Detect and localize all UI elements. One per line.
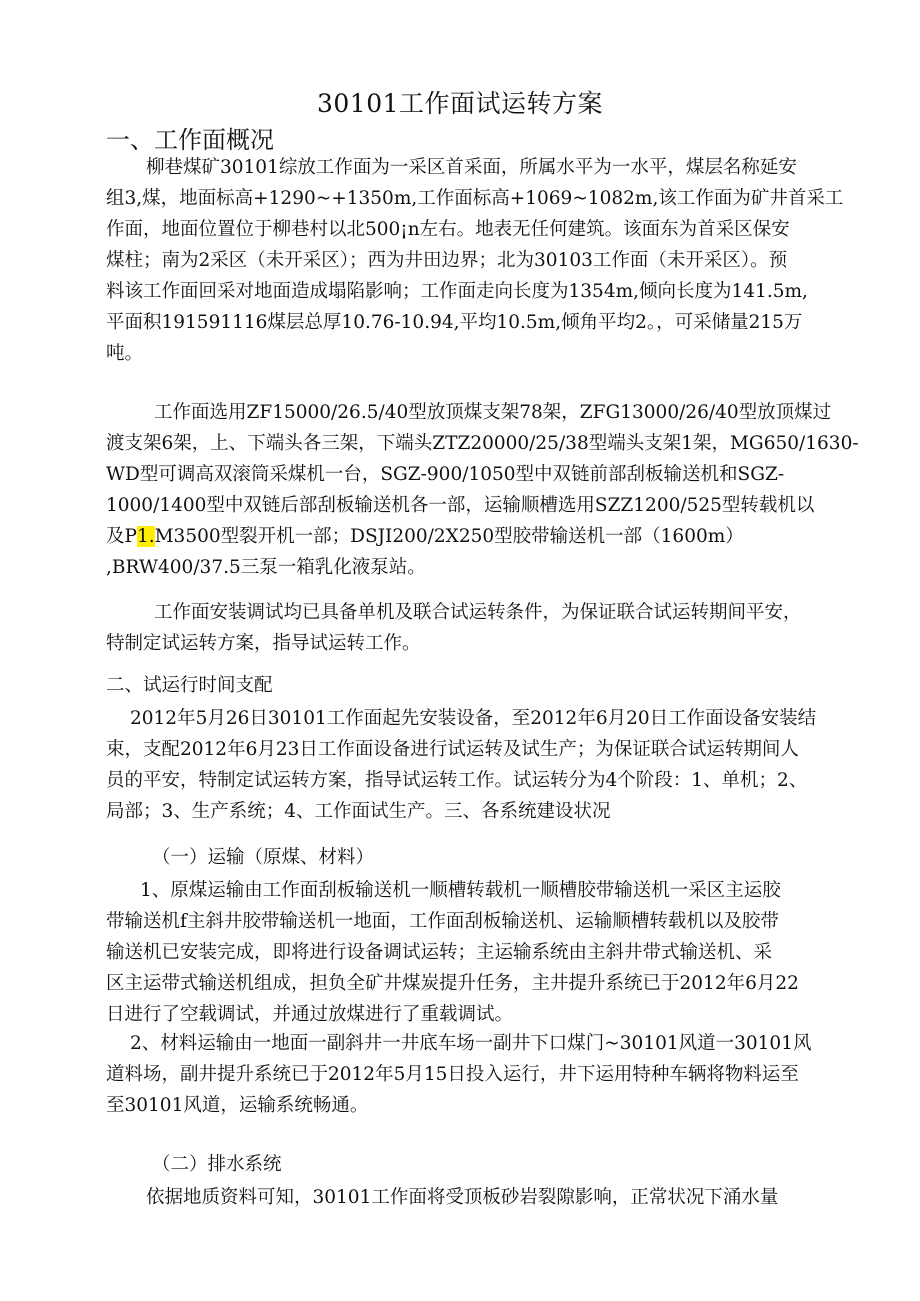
text-line: 束，支配2012年6月23日工作面设备进行试运转及试生产；为保证联合试运转期间人 (106, 739, 799, 760)
text-line: 平面积191591116煤层总厚10.76-10.94,平均10.5m,倾角平均2。，可采储量215万 (106, 312, 803, 333)
text-line: 输送机已安装完成，即将进行设备调试运转；主运输系统由主斜井带式输送机、采 (106, 942, 773, 963)
text-line: 料该工作面回采对地面造成塌陷影响；工作面走向长度为1354m,倾向长度为141.5m, (106, 281, 808, 302)
text-line: 1000/1400型中双链后部刮板输送机各一部，运输顺槽选用SZZ1200/525型转载机以 (106, 495, 815, 516)
subsection-heading-drainage: （二）排水系统 (152, 1154, 282, 1175)
subsection-heading-transport: （一）运输（原煤、材料） (152, 847, 375, 868)
text-line: 煤柱；南为2采区（未开采区）；西为井田边界；北为30103工作面（未开采区）。预 (106, 250, 788, 271)
text-line: 至30101风道，运输系统畅通。 (106, 1095, 369, 1116)
text-line: 道料场，副井提升系统已于2012年5月15日投入运行，井下运用特种车辆将物料运至 (106, 1064, 799, 1085)
text-line: 特制定试运转方案，指导试运转工作。 (106, 633, 421, 654)
highlighted-text: 1. (136, 526, 155, 547)
text-line: 工作面选用ZF15000/26.5/40型放顶煤支架78架，ZFG13000/26/40型放顶煤过 (154, 402, 832, 423)
text-fragment: M3500型裂开机一部；DSJI200/2X250型胶带输送机一部（1600m） (154, 526, 744, 547)
text-fragment: 及P (106, 526, 137, 547)
text-line: 2、材料运输由一地面一副斜井一井底车场一副井下口煤门~30101风道一30101风 (130, 1033, 812, 1054)
text-line: 员的平安，特制定试运转方案，指导试运转工作。试运转分为4个阶段：1、单机；2、 (106, 770, 808, 791)
text-line: 柳巷煤矿30101综放工作面为一采区首采面，所属水平为一水平，煤层名称延安 (146, 157, 797, 178)
text-line: 渡支架6架，上、下端头各三架，下端头ZTZ20000/25/38型端头支架1架，MG650/1630- (106, 433, 859, 454)
document-title: 30101工作面试运转方案 (316, 89, 604, 118)
text-line (106, 521, 846, 552)
text-line: 依据地质资料可知，30101工作面将受顶板砂岩裂隙影响，正常状况下涌水量 (146, 1187, 779, 1208)
schedule-paragraph (106, 703, 846, 827)
text-line: 区主运带式输送机组成，担负全矿井煤炭提升任务，主井提升系统已于2012年6月22 (106, 973, 799, 994)
text-line: 组3,煤，地面标高+1290~+1350m,工作面标高+1069~1082m,该工作面为矿井首采工 (106, 188, 844, 209)
coal-transport-paragraph (106, 875, 846, 1030)
text-line: 1、原煤运输由工作面刮板输送机一顺槽转载机一顺槽胶带输送机一采区主运胶 (140, 880, 781, 901)
section-heading-overview: 一、工作面概况 (106, 126, 274, 154)
text-line: WD型可调高双滚筒采煤机一台，SGZ-900/1050型中双链前部刮板输送机和SGZ- (106, 464, 785, 485)
text-line: 工作面安装调试均已具备单机及联合试运转条件，为保证联合试运转期间平安， (154, 602, 802, 623)
overview-paragraph (106, 152, 846, 369)
material-transport-paragraph (106, 1028, 846, 1121)
text-line: 带输送机f主斜井胶带输送机一地面，工作面刮板输送机、运输顺槽转载机以及胶带 (106, 911, 779, 932)
text-line: 日进行了空载调试，并通过放煤进行了重载调试。 (106, 1004, 514, 1025)
drainage-paragraph (106, 1182, 846, 1213)
text-line: 局部；3、生产系统；4、工作面试生产。三、各系统建设状况 (106, 801, 611, 822)
text-line: 吨。 (106, 343, 144, 364)
text-line: 2012年5月26日30101工作面起先安装设备，至2012年6月20日工作面设备安装结 (130, 708, 817, 729)
text-line: ,BRW400/37.5三泵一箱乳化液泵站。 (106, 557, 426, 578)
equipment-paragraph (106, 397, 859, 583)
section-heading-schedule: 二、试运行时间支配 (106, 675, 273, 696)
text-line: 作面，地面位置位于柳巷村以北500¡n左右。地表无任何建筑。该面东为首采区保安 (106, 219, 790, 240)
readiness-paragraph (106, 597, 846, 659)
